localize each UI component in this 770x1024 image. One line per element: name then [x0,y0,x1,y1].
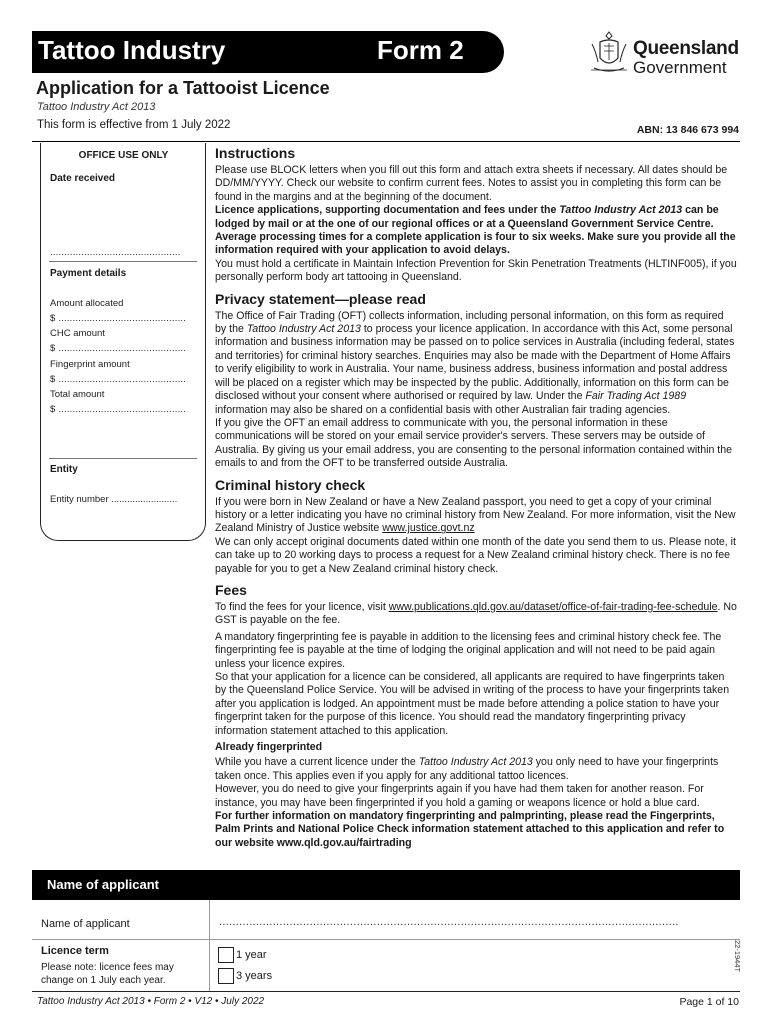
checkbox-1-year[interactable] [218,947,234,963]
logo-text-queensland: Queensland [633,38,739,59]
instructions-lodgement-paragraph: Licence applications, supporting documentation and fees under the Tattoo Industry Act 2013 can be lodged by mail or at the one of our regional offices or at a Queensland Government Service Centre. Average processing times for a complete application is four to six weeks. Make sure you provide all the information required with your application to avoid delays. [215,204,736,257]
total-amount-field[interactable]: $ ............................................. [50,404,187,415]
already-fingerprinted-heading: Already fingerprinted [215,741,323,754]
divider [49,458,197,459]
name-of-applicant-section-header [32,870,740,900]
term-option-3-years[interactable] [218,968,272,984]
divider [49,261,197,262]
option-label: 1 year [236,949,267,961]
form-code: 22-1944T [733,940,742,973]
instructions-heading: Instructions [215,145,296,161]
instructions-paragraph: Please use BLOCK letters when you fill out this form and attach extra sheets if necessary. All dates should be DD/MM/YYYY. Check our website to confirm current fees. Notes to assist you in completing this form can be found in the margins and at the beginning of the document. [215,164,728,203]
criminal-history-heading: Criminal history check [215,476,366,493]
fingerprint-again-paragraph: However, you do need to give your fingerprints again if you have had them taken for another reason. For instance, you may have been fingerprinted if you hold a gaming or weapons licence or hold a blue card. [215,783,704,809]
fingerprint-amount-label: Fingerprint amount [50,359,130,370]
option-label: 3 years [236,970,273,982]
entity-number-field[interactable]: Entity number ......................... [50,494,178,505]
section-title: Name of applicant [47,877,159,892]
criminal-history-paragraph-2: We can only accept original documents dated within one month of the date you send them to us. Please note, it can take up to 20 working days to process a request for a New Zealand criminal history check. There is no fee payable for you to get a New Zealand criminal history check. [215,535,736,575]
amount-allocated-field[interactable]: $ ............................................. [50,313,187,324]
instructions-certificate-paragraph: You must hold a certificate in Maintain Infection Prevention for Skin Penetration Treatments (HLTINF005), if you personally perform body art tattooing in Queensland. [215,257,737,284]
date-received-field[interactable]: .............................................. [50,247,181,258]
effective-date: This form is effective from 1 July 2022 [37,119,231,131]
office-use-heading: OFFICE USE ONLY [78,150,169,161]
justice-website-link[interactable]: www.justice.govt.nz [382,522,475,535]
entity-label: Entity [50,464,78,475]
fees-heading: Fees [215,581,247,598]
name-of-applicant-label: Name of applicant [41,918,130,930]
act-name: Tattoo Industry Act 2013 [37,101,156,113]
date-received-label: Date received [50,173,116,184]
licence-term-note-2: change on 1 July each year. [41,975,166,986]
qld-government-logo [588,30,748,80]
checkbox-3-years[interactable] [218,968,234,984]
further-information-paragraph: For further information on mandatory fingerprinting and palmprinting, please read the Fingerprints, Palm Prints and National Police Check information statement attached to this application and refer to our website www.qld.gov.au/fairtrading [215,810,725,849]
fingerprints-paragraph: So that your application for a licence can be considered, all applicants are required to have fingerprints taken by the Queensland Police Service. You will be advised in writing of the process to have your fingerprints taken after you application is lodged. An appointment must be made before attending a police station to have your fingerprint taken for the purpose of this licence. You should read the mandatory fingerprinting privacy information statement attached to this application. [215,671,730,737]
privacy-paragraph: The Office of Fair Trading (OFT) collects information, including personal information, on this form as required by the Tattoo Industry Act 2013 to process your licence application. In accordance with this Act, some personal information and business information may be passed on to police services in Australia (including federal, states and territories) for criminal history searches. Enquiries may also be made with the Department of Home Affairs to verify eligibility to work in Australia. Your name, business address, business information and postal address will be placed on a register which may be inspected by the public. Additionally, information on this form can be disclosed without your consent where authorised or required by law. Under the Fair Trading Act 1989 information may also be shared on a confidential basis with other Australian fair trading agencies. [215,309,735,416]
coat-of-arms-icon [588,30,630,78]
privacy-email-paragraph: If you give the OFT an email address to communicate with you, the personal information in these communications will be stored on your email service provider's servers. These servers may be outside of Australia. By giving us your email address, you are consenting to the personal information contained within the emails to and from the OFT to be transferred outside Australia. [215,416,733,470]
criminal-history-paragraph: If you were born in New Zealand or have a New Zealand passport, you need to get a copy of your criminal history or a letter indicating you have no criminal history from New Zealand. For more information, visit the New Zealand Ministry of Justice website www.justice.govt.nz [215,495,736,535]
banner-form-number: Form 2 [377,35,464,65]
chc-amount-label: CHC amount [50,328,105,339]
term-option-1-year[interactable] [218,947,267,963]
name-of-applicant-field[interactable]: ......................................................................................................................................... [219,916,679,928]
page-number: Page 1 of 10 [679,996,739,1008]
fee-schedule-link[interactable]: www.publications.qld.gov.au/dataset/office-of-fair-trading-fee-schedule [388,600,718,613]
document-title: Application for a Tattooist Licence [36,78,330,98]
licence-term-note: Please note: licence fees may [41,962,174,973]
main-content [215,145,737,850]
total-amount-label: Total amount [50,389,105,400]
abn-number: ABN: 13 846 673 994 [636,124,739,136]
privacy-heading: Privacy statement—please read [215,290,426,307]
office-use-box [40,143,206,541]
payment-details-label: Payment details [50,268,127,279]
footer-form-info: Tattoo Industry Act 2013 • Form 2 • V12 • July 2022 [37,996,265,1007]
chc-amount-field[interactable]: $ ............................................. [50,343,187,354]
banner-title: Tattoo Industry [38,35,226,65]
name-of-applicant-row [32,900,740,940]
header-rule [32,141,740,142]
already-fingerprinted-paragraph: While you have a current licence under the Tattoo Industry Act 2013 you only need to have your fingerprints taken once. This applies even if you apply for any additional tattoo licences. [215,756,719,782]
licence-term-row [32,940,740,992]
fingerprinting-fee-paragraph: A mandatory fingerprinting fee is payable in addition to the licensing fees and criminal history check fee. The fingerprinting fee is payable at the time of lodging the original application and will not need to be paid again unless your licence expires. [215,630,722,670]
licence-term-label: Licence term [41,945,109,957]
logo-text-government: Government [633,58,727,77]
fees-paragraph: To find the fees for your licence, visit www.publications.qld.gov.au/dataset/office-of-fair-trading-fee-schedule. No GST is payable on the fee. [215,600,737,627]
fingerprint-amount-field[interactable]: $ ............................................. [50,374,187,385]
amount-allocated-label: Amount allocated [50,298,124,309]
form-banner [32,31,504,73]
